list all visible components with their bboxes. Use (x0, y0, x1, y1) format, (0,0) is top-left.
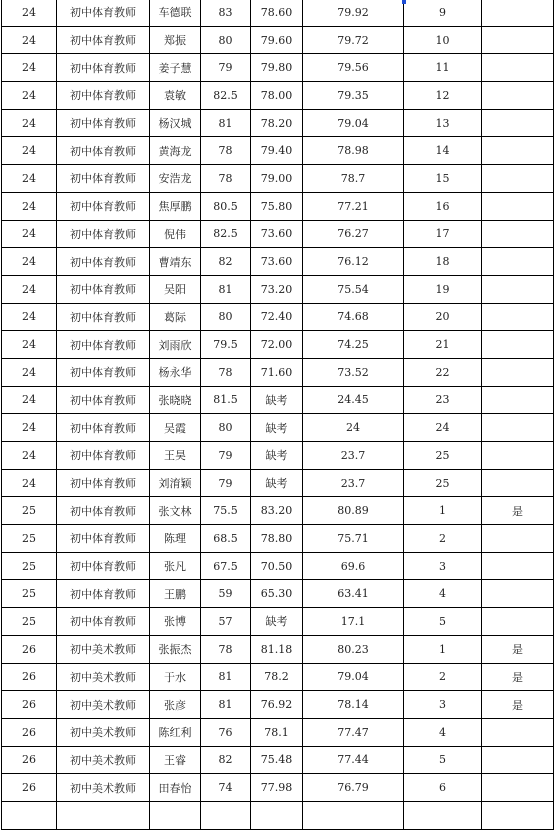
rank-cell[interactable]: 15 (404, 165, 482, 193)
selected-cell[interactable] (482, 552, 554, 580)
name-cell[interactable]: 张振杰 (150, 635, 201, 663)
position-cell[interactable]: 初中体育教师 (57, 497, 150, 525)
table-row (2, 220, 554, 248)
rank-cell[interactable]: 19 (404, 275, 482, 303)
table-row (2, 109, 554, 137)
total-score-cell[interactable]: 24.45 (303, 386, 404, 414)
written-score-cell[interactable]: 80 (201, 303, 251, 331)
selected-cell[interactable] (482, 580, 554, 608)
name-cell[interactable]: 张彦 (150, 691, 201, 719)
name-cell[interactable]: 杨永华 (150, 358, 201, 386)
rank-cell[interactable]: 9 (404, 0, 482, 26)
rank-cell[interactable]: 5 (404, 746, 482, 774)
interview-score-cell[interactable]: 78.80 (251, 525, 303, 553)
total-score-cell[interactable] (303, 801, 404, 829)
total-score-cell[interactable]: 69.6 (303, 552, 404, 580)
name-cell[interactable]: 张博 (150, 608, 201, 636)
table-row (2, 414, 554, 442)
group-cell[interactable]: 24 (2, 248, 57, 276)
written-score-cell[interactable]: 82.5 (201, 82, 251, 110)
selected-cell[interactable] (482, 192, 554, 220)
rank-cell[interactable]: 20 (404, 303, 482, 331)
written-score-cell[interactable]: 79 (201, 54, 251, 82)
interview-score-cell[interactable]: 78.20 (251, 109, 303, 137)
written-score-cell[interactable]: 79 (201, 469, 251, 497)
position-cell[interactable]: 初中美术教师 (57, 663, 150, 691)
position-cell[interactable]: 初中体育教师 (57, 414, 150, 442)
selected-cell[interactable] (482, 774, 554, 802)
group-cell[interactable]: 24 (2, 386, 57, 414)
name-cell[interactable]: 刘淯颖 (150, 469, 201, 497)
written-score-cell[interactable]: 83 (201, 0, 251, 26)
group-cell[interactable]: 24 (2, 414, 57, 442)
group-cell[interactable]: 25 (2, 608, 57, 636)
written-score-cell[interactable]: 78 (201, 635, 251, 663)
total-score-cell[interactable]: 75.54 (303, 275, 404, 303)
interview-score-cell[interactable]: 71.60 (251, 358, 303, 386)
table-row (2, 525, 554, 553)
interview-score-cell[interactable]: 70.50 (251, 552, 303, 580)
total-score-cell[interactable]: 73.52 (303, 358, 404, 386)
total-score-cell[interactable]: 74.25 (303, 331, 404, 359)
rank-cell[interactable]: 12 (404, 82, 482, 110)
rank-cell[interactable] (404, 801, 482, 829)
table-row (2, 275, 554, 303)
total-score-cell[interactable]: 77.47 (303, 718, 404, 746)
group-cell[interactable] (2, 801, 57, 829)
position-cell[interactable]: 初中体育教师 (57, 0, 150, 26)
position-cell[interactable]: 初中体育教师 (57, 525, 150, 553)
group-cell[interactable]: 26 (2, 635, 57, 663)
position-cell[interactable]: 初中体育教师 (57, 109, 150, 137)
total-score-cell[interactable]: 78.98 (303, 137, 404, 165)
position-cell[interactable]: 初中体育教师 (57, 552, 150, 580)
written-score-cell[interactable]: 81 (201, 275, 251, 303)
table-row (2, 303, 554, 331)
name-cell[interactable]: 张凡 (150, 552, 201, 580)
group-cell[interactable]: 26 (2, 691, 57, 719)
group-cell[interactable]: 24 (2, 82, 57, 110)
rank-cell[interactable]: 4 (404, 580, 482, 608)
selected-cell[interactable] (482, 109, 554, 137)
table-row (2, 358, 554, 386)
written-score-cell[interactable]: 82 (201, 248, 251, 276)
selected-cell[interactable] (482, 358, 554, 386)
interview-score-cell[interactable]: 72.00 (251, 331, 303, 359)
name-cell[interactable]: 张文林 (150, 497, 201, 525)
position-cell[interactable]: 初中体育教师 (57, 248, 150, 276)
interview-score-cell[interactable]: 83.20 (251, 497, 303, 525)
selected-cell[interactable]: 是 (482, 635, 554, 663)
table-row (2, 0, 554, 26)
interview-score-cell[interactable]: 73.20 (251, 275, 303, 303)
interview-score-cell[interactable]: 缺考 (251, 442, 303, 470)
selected-cell[interactable] (482, 303, 554, 331)
group-cell[interactable]: 24 (2, 0, 57, 26)
rank-cell[interactable]: 24 (404, 414, 482, 442)
interview-score-cell[interactable]: 73.60 (251, 220, 303, 248)
group-cell[interactable]: 25 (2, 580, 57, 608)
selected-cell[interactable] (482, 54, 554, 82)
position-cell[interactable]: 初中体育教师 (57, 358, 150, 386)
position-cell[interactable]: 初中体育教师 (57, 137, 150, 165)
total-score-cell[interactable]: 79.92 (303, 0, 404, 26)
position-cell[interactable]: 初中体育教师 (57, 220, 150, 248)
selected-cell[interactable] (482, 386, 554, 414)
table-row (2, 801, 554, 829)
table-row (2, 746, 554, 774)
rank-cell[interactable]: 13 (404, 109, 482, 137)
selected-cell[interactable]: 是 (482, 497, 554, 525)
name-cell[interactable]: 王鹏 (150, 580, 201, 608)
selected-cell[interactable] (482, 469, 554, 497)
name-cell[interactable]: 王昊 (150, 442, 201, 470)
written-score-cell[interactable]: 80 (201, 414, 251, 442)
interview-score-cell[interactable]: 79.40 (251, 137, 303, 165)
table-row (2, 580, 554, 608)
written-score-cell[interactable]: 81 (201, 109, 251, 137)
position-cell[interactable]: 初中体育教师 (57, 82, 150, 110)
total-score-cell[interactable]: 24 (303, 414, 404, 442)
selected-cell[interactable]: 是 (482, 663, 554, 691)
interview-score-cell[interactable]: 73.60 (251, 248, 303, 276)
group-cell[interactable]: 24 (2, 165, 57, 193)
interview-score-cell[interactable]: 78.00 (251, 82, 303, 110)
position-cell[interactable]: 初中体育教师 (57, 192, 150, 220)
table-row (2, 26, 554, 54)
name-cell[interactable]: 刘雨欣 (150, 331, 201, 359)
table-row (2, 442, 554, 470)
written-score-cell[interactable]: 80.5 (201, 192, 251, 220)
group-cell[interactable]: 24 (2, 331, 57, 359)
selected-cell[interactable] (482, 26, 554, 54)
position-cell[interactable]: 初中体育教师 (57, 54, 150, 82)
rank-cell[interactable]: 22 (404, 358, 482, 386)
name-cell[interactable]: 陈理 (150, 525, 201, 553)
interview-score-cell[interactable]: 缺考 (251, 386, 303, 414)
interview-score-cell[interactable]: 81.18 (251, 635, 303, 663)
total-score-cell[interactable]: 78.7 (303, 165, 404, 193)
table-row (2, 331, 554, 359)
selected-cell[interactable]: 是 (482, 691, 554, 719)
table-row (2, 165, 554, 193)
selected-cell[interactable] (482, 220, 554, 248)
written-score-cell[interactable]: 82 (201, 746, 251, 774)
written-score-cell[interactable]: 80 (201, 26, 251, 54)
group-cell[interactable]: 24 (2, 469, 57, 497)
score-table (1, 0, 554, 830)
rank-cell[interactable]: 2 (404, 525, 482, 553)
selected-cell[interactable] (482, 331, 554, 359)
group-cell[interactable]: 26 (2, 663, 57, 691)
selected-cell[interactable] (482, 275, 554, 303)
group-cell[interactable]: 24 (2, 442, 57, 470)
group-cell[interactable]: 24 (2, 220, 57, 248)
name-cell[interactable]: 吴霞 (150, 414, 201, 442)
interview-score-cell[interactable]: 65.30 (251, 580, 303, 608)
position-cell[interactable]: 初中美术教师 (57, 718, 150, 746)
name-cell[interactable]: 安浩龙 (150, 165, 201, 193)
group-cell[interactable]: 24 (2, 137, 57, 165)
written-score-cell[interactable]: 79 (201, 442, 251, 470)
selected-cell[interactable] (482, 248, 554, 276)
selected-cell[interactable] (482, 746, 554, 774)
rank-cell[interactable]: 14 (404, 137, 482, 165)
name-cell[interactable]: 王睿 (150, 746, 201, 774)
interview-score-cell[interactable]: 缺考 (251, 608, 303, 636)
rank-cell[interactable]: 3 (404, 691, 482, 719)
written-score-cell[interactable]: 81 (201, 663, 251, 691)
position-cell[interactable]: 初中体育教师 (57, 580, 150, 608)
rank-cell[interactable]: 2 (404, 663, 482, 691)
written-score-cell[interactable]: 82.5 (201, 220, 251, 248)
name-cell[interactable]: 焦厚鹏 (150, 192, 201, 220)
group-cell[interactable]: 25 (2, 552, 57, 580)
group-cell[interactable]: 26 (2, 718, 57, 746)
total-score-cell[interactable]: 79.04 (303, 663, 404, 691)
table-row (2, 54, 554, 82)
table-body (2, 0, 554, 829)
interview-score-cell[interactable]: 缺考 (251, 414, 303, 442)
position-cell[interactable] (57, 801, 150, 829)
table-row (2, 774, 554, 802)
interview-score-cell[interactable]: 75.48 (251, 746, 303, 774)
position-cell[interactable]: 初中体育教师 (57, 469, 150, 497)
table-row (2, 691, 554, 719)
interview-score-cell[interactable]: 79.60 (251, 26, 303, 54)
name-cell[interactable]: 吴阳 (150, 275, 201, 303)
rank-cell[interactable]: 11 (404, 54, 482, 82)
written-score-cell[interactable]: 57 (201, 608, 251, 636)
total-score-cell[interactable]: 75.71 (303, 525, 404, 553)
table-row (2, 497, 554, 525)
table-row (2, 469, 554, 497)
interview-score-cell[interactable]: 缺考 (251, 469, 303, 497)
group-cell[interactable]: 24 (2, 26, 57, 54)
total-score-cell[interactable]: 63.41 (303, 580, 404, 608)
rank-cell[interactable]: 25 (404, 469, 482, 497)
total-score-cell[interactable]: 79.35 (303, 82, 404, 110)
selected-cell[interactable] (482, 137, 554, 165)
group-cell[interactable]: 26 (2, 774, 57, 802)
written-score-cell[interactable]: 68.5 (201, 525, 251, 553)
group-cell[interactable]: 24 (2, 275, 57, 303)
table-row (2, 552, 554, 580)
total-score-cell[interactable]: 80.89 (303, 497, 404, 525)
group-cell[interactable]: 26 (2, 746, 57, 774)
position-cell[interactable]: 初中体育教师 (57, 386, 150, 414)
interview-score-cell[interactable]: 77.98 (251, 774, 303, 802)
total-score-cell[interactable]: 78.14 (303, 691, 404, 719)
position-cell[interactable]: 初中体育教师 (57, 165, 150, 193)
name-cell[interactable]: 曹靖东 (150, 248, 201, 276)
group-cell[interactable]: 24 (2, 192, 57, 220)
name-cell[interactable]: 葛际 (150, 303, 201, 331)
selected-cell[interactable] (482, 801, 554, 829)
rank-cell[interactable]: 1 (404, 635, 482, 663)
group-cell[interactable]: 24 (2, 54, 57, 82)
selected-cell[interactable] (482, 608, 554, 636)
position-cell[interactable]: 初中美术教师 (57, 691, 150, 719)
position-cell[interactable]: 初中体育教师 (57, 275, 150, 303)
total-score-cell[interactable]: 23.7 (303, 469, 404, 497)
written-score-cell[interactable]: 59 (201, 580, 251, 608)
written-score-cell[interactable]: 81.5 (201, 386, 251, 414)
table-row (2, 608, 554, 636)
group-cell[interactable]: 24 (2, 109, 57, 137)
rank-cell[interactable]: 16 (404, 192, 482, 220)
total-score-cell[interactable]: 76.27 (303, 220, 404, 248)
name-cell[interactable]: 于水 (150, 663, 201, 691)
total-score-cell[interactable]: 77.21 (303, 192, 404, 220)
rank-cell[interactable]: 3 (404, 552, 482, 580)
written-score-cell[interactable]: 79.5 (201, 331, 251, 359)
selected-cell[interactable] (482, 442, 554, 470)
written-score-cell[interactable]: 78 (201, 165, 251, 193)
name-cell[interactable]: 杨汉城 (150, 109, 201, 137)
selected-cell[interactable] (482, 165, 554, 193)
selected-cell[interactable] (482, 525, 554, 553)
group-cell[interactable]: 24 (2, 358, 57, 386)
selected-cell[interactable] (482, 414, 554, 442)
selection-cursor-marker (402, 0, 406, 4)
table-row (2, 635, 554, 663)
total-score-cell[interactable]: 79.56 (303, 54, 404, 82)
position-cell[interactable]: 初中美术教师 (57, 746, 150, 774)
rank-cell[interactable]: 10 (404, 26, 482, 54)
total-score-cell[interactable]: 76.12 (303, 248, 404, 276)
rank-cell[interactable]: 17 (404, 220, 482, 248)
total-score-cell[interactable]: 76.79 (303, 774, 404, 802)
rank-cell[interactable]: 18 (404, 248, 482, 276)
rank-cell[interactable]: 6 (404, 774, 482, 802)
written-score-cell[interactable]: 67.5 (201, 552, 251, 580)
position-cell[interactable]: 初中美术教师 (57, 635, 150, 663)
total-score-cell[interactable]: 80.23 (303, 635, 404, 663)
interview-score-cell[interactable]: 78.1 (251, 718, 303, 746)
total-score-cell[interactable]: 79.04 (303, 109, 404, 137)
name-cell[interactable] (150, 801, 201, 829)
table-row (2, 663, 554, 691)
position-cell[interactable]: 初中体育教师 (57, 303, 150, 331)
table-row (2, 137, 554, 165)
total-score-cell[interactable]: 74.68 (303, 303, 404, 331)
position-cell[interactable]: 初中体育教师 (57, 26, 150, 54)
interview-score-cell[interactable]: 78.60 (251, 0, 303, 26)
name-cell[interactable]: 车德联 (150, 0, 201, 26)
table-row (2, 718, 554, 746)
written-score-cell[interactable]: 78 (201, 137, 251, 165)
name-cell[interactable]: 陈红利 (150, 718, 201, 746)
table-row (2, 82, 554, 110)
table-row (2, 192, 554, 220)
interview-score-cell[interactable]: 76.92 (251, 691, 303, 719)
name-cell[interactable]: 郑振 (150, 26, 201, 54)
total-score-cell[interactable]: 23.7 (303, 442, 404, 470)
table-row (2, 248, 554, 276)
name-cell[interactable]: 张晓晓 (150, 386, 201, 414)
rank-cell[interactable]: 4 (404, 718, 482, 746)
position-cell[interactable]: 初中体育教师 (57, 608, 150, 636)
interview-score-cell[interactable]: 78.2 (251, 663, 303, 691)
total-score-cell[interactable]: 17.1 (303, 608, 404, 636)
written-score-cell[interactable] (201, 801, 251, 829)
name-cell[interactable]: 袁敏 (150, 82, 201, 110)
written-score-cell[interactable]: 76 (201, 718, 251, 746)
interview-score-cell[interactable]: 72.40 (251, 303, 303, 331)
total-score-cell[interactable]: 77.44 (303, 746, 404, 774)
position-cell[interactable]: 初中体育教师 (57, 331, 150, 359)
written-score-cell[interactable]: 75.5 (201, 497, 251, 525)
position-cell[interactable]: 初中美术教师 (57, 774, 150, 802)
rank-cell[interactable]: 21 (404, 331, 482, 359)
selected-cell[interactable] (482, 82, 554, 110)
rank-cell[interactable]: 23 (404, 386, 482, 414)
interview-score-cell[interactable] (251, 801, 303, 829)
name-cell[interactable]: 姜子慧 (150, 54, 201, 82)
selected-cell[interactable] (482, 0, 554, 26)
written-score-cell[interactable]: 78 (201, 358, 251, 386)
interview-score-cell[interactable]: 79.00 (251, 165, 303, 193)
written-score-cell[interactable]: 81 (201, 691, 251, 719)
selected-cell[interactable] (482, 718, 554, 746)
group-cell[interactable]: 24 (2, 303, 57, 331)
name-cell[interactable]: 田春怡 (150, 774, 201, 802)
written-score-cell[interactable]: 74 (201, 774, 251, 802)
group-cell[interactable]: 25 (2, 497, 57, 525)
rank-cell[interactable]: 5 (404, 608, 482, 636)
name-cell[interactable]: 黄海龙 (150, 137, 201, 165)
rank-cell[interactable]: 1 (404, 497, 482, 525)
interview-score-cell[interactable]: 75.80 (251, 192, 303, 220)
group-cell[interactable]: 25 (2, 525, 57, 553)
rank-cell[interactable]: 25 (404, 442, 482, 470)
total-score-cell[interactable]: 79.72 (303, 26, 404, 54)
interview-score-cell[interactable]: 79.80 (251, 54, 303, 82)
name-cell[interactable]: 倪伟 (150, 220, 201, 248)
table-row (2, 386, 554, 414)
position-cell[interactable]: 初中体育教师 (57, 442, 150, 470)
